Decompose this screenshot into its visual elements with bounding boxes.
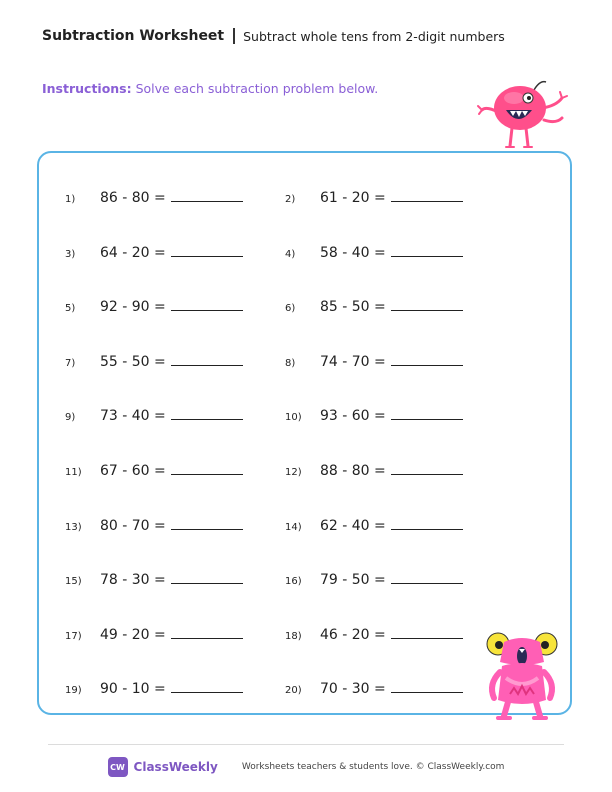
problem-expression: 74 - 70 = <box>320 353 386 370</box>
problem-item <box>65 678 243 697</box>
problem-expression: 62 - 40 = <box>320 517 386 534</box>
problem-item <box>285 351 463 370</box>
problem-expression: 46 - 20 = <box>320 626 386 643</box>
problem-expression: 86 - 80 = <box>100 190 166 206</box>
problem-expression: 49 - 20 = <box>100 626 166 643</box>
problem-item <box>65 242 243 261</box>
problem-expression: 79 - 50 = <box>320 572 386 589</box>
footer <box>0 757 612 777</box>
problem-number: 16) <box>285 576 302 588</box>
problem-item <box>285 678 463 697</box>
answer-blank[interactable] <box>391 460 463 475</box>
instructions <box>42 81 378 96</box>
answer-blank[interactable] <box>171 351 243 366</box>
problem-item <box>285 296 463 315</box>
instructions-text: Solve each subtraction problem below. <box>131 81 379 96</box>
problem-expression: 78 - 30 = <box>100 572 166 589</box>
problem-item <box>65 515 243 534</box>
problem-item <box>65 569 243 588</box>
problem-item <box>285 460 463 479</box>
problem-expression: 73 - 40 = <box>100 408 166 425</box>
problem-expression: 67 - 60 = <box>100 463 166 479</box>
answer-blank[interactable] <box>391 678 463 693</box>
instructions-label: Instructions: <box>42 81 132 96</box>
answer-blank[interactable] <box>171 515 243 530</box>
problem-expression: 90 - 10 = <box>100 681 166 698</box>
answer-blank[interactable] <box>171 460 243 475</box>
page-subtitle: Subtract whole tens from 2-digit numbers <box>243 28 505 44</box>
answer-blank[interactable] <box>391 624 463 639</box>
answer-blank[interactable] <box>391 187 463 202</box>
problem-item <box>65 405 243 424</box>
problem-number: 5) <box>65 303 76 315</box>
problem-item <box>65 351 243 370</box>
pink-monster-top-icon <box>476 76 572 154</box>
problem-expression: 70 - 30 = <box>320 681 386 698</box>
problem-expression: 55 - 50 = <box>100 353 166 370</box>
problem-expression: 61 - 20 = <box>320 190 386 206</box>
header-divider <box>233 28 235 44</box>
problem-number: 13) <box>65 521 82 533</box>
problem-expression: 64 - 20 = <box>100 244 166 261</box>
problem-number: 18) <box>285 630 302 642</box>
problem-number: 12) <box>285 467 302 478</box>
answer-blank[interactable] <box>171 187 243 202</box>
answer-blank[interactable] <box>171 296 243 311</box>
problem-expression: 58 - 40 = <box>320 244 386 261</box>
page-title: Subtraction Worksheet <box>42 28 225 44</box>
problem-item <box>285 405 463 424</box>
problem-number: 9) <box>65 412 76 424</box>
worksheet-header <box>42 28 505 44</box>
answer-blank[interactable] <box>391 351 463 366</box>
problem-item <box>285 242 463 261</box>
problem-number: 15) <box>65 576 82 588</box>
problem-number: 6) <box>285 303 296 315</box>
problem-number: 8) <box>285 357 296 369</box>
problem-item <box>285 569 463 588</box>
problem-number: 1) <box>65 194 76 205</box>
problem-number: 11) <box>65 467 82 478</box>
problem-item <box>65 296 243 315</box>
problem-expression: 85 - 50 = <box>320 299 386 316</box>
problem-number: 2) <box>285 194 296 205</box>
problem-expression: 80 - 70 = <box>100 517 166 534</box>
answer-blank[interactable] <box>171 569 243 584</box>
problem-item <box>65 187 243 206</box>
answer-blank[interactable] <box>171 405 243 420</box>
problem-item <box>65 624 243 643</box>
answer-blank[interactable] <box>171 624 243 639</box>
problem-number: 20) <box>285 685 302 697</box>
answer-blank[interactable] <box>391 242 463 257</box>
problem-number: 7) <box>65 357 76 369</box>
answer-blank[interactable] <box>391 405 463 420</box>
answer-blank[interactable] <box>391 296 463 311</box>
brand-name: ClassWeekly <box>133 760 218 774</box>
problem-expression: 92 - 90 = <box>100 299 166 316</box>
problem-number: 14) <box>285 521 302 533</box>
problem-item <box>285 515 463 534</box>
problem-number: 10) <box>285 412 302 424</box>
problem-item <box>285 187 463 206</box>
problem-expression: 88 - 80 = <box>320 463 386 479</box>
problem-item <box>65 460 243 479</box>
pink-monster-bottom-icon <box>484 628 560 724</box>
problem-expression: 93 - 60 = <box>320 408 386 425</box>
problem-number: 17) <box>65 630 82 642</box>
classweekly-logo-icon: CW <box>108 757 128 777</box>
problem-number: 19) <box>65 685 82 697</box>
answer-blank[interactable] <box>391 569 463 584</box>
footer-divider <box>48 744 564 745</box>
problem-item <box>285 624 463 643</box>
problem-number: 4) <box>285 248 296 260</box>
answer-blank[interactable] <box>171 242 243 257</box>
footer-tagline: Worksheets teachers & students love. © ClassWeekly.com <box>241 762 505 772</box>
answer-blank[interactable] <box>171 678 243 693</box>
answer-blank[interactable] <box>391 515 463 530</box>
problem-number: 3) <box>65 248 76 260</box>
